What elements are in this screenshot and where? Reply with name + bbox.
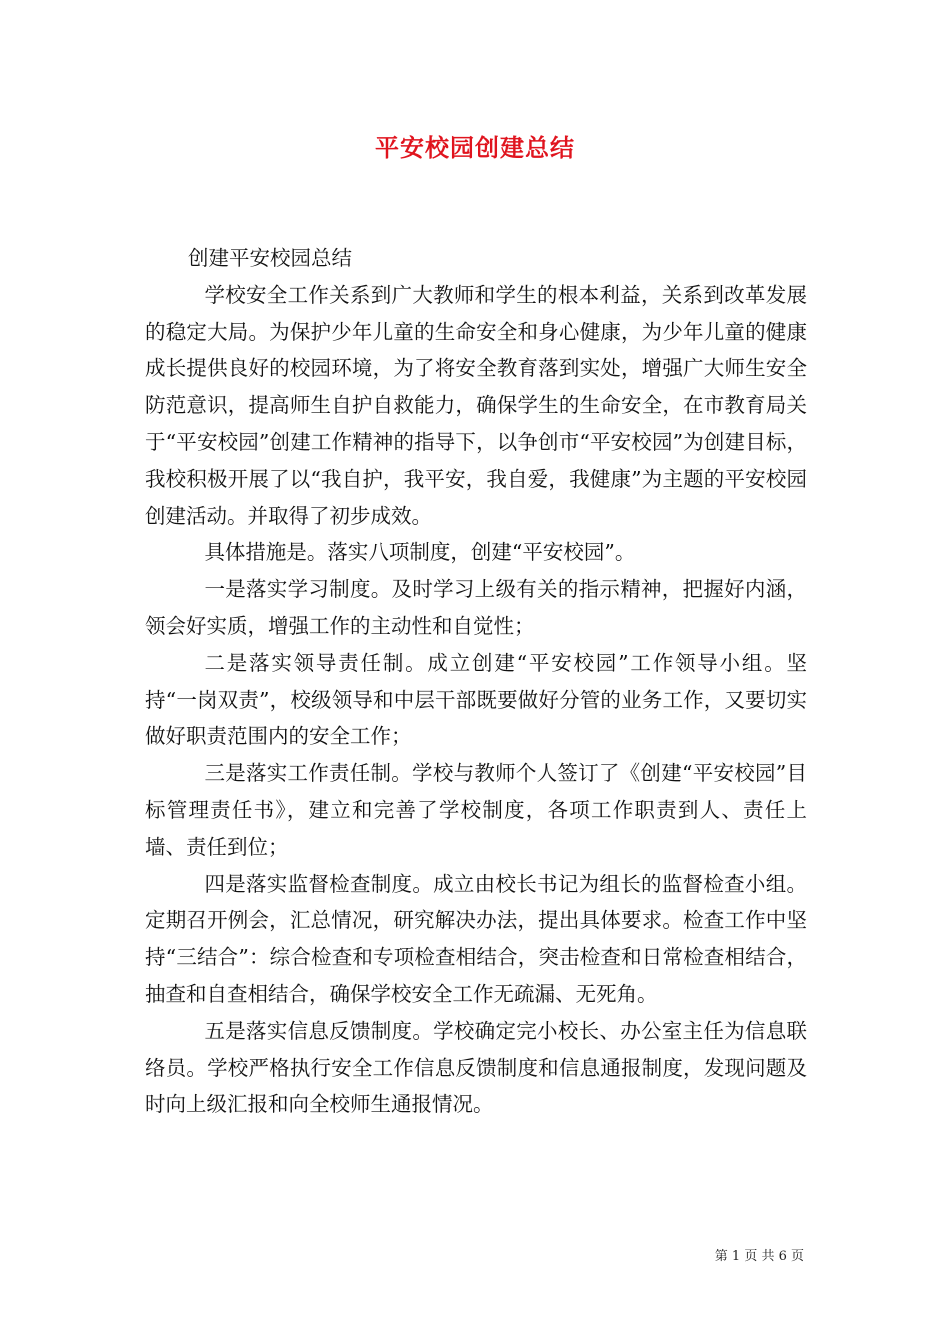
paragraph-leadership-responsibility: 二是落实领导责任制。成立创建“平安校园”工作领导小组。坚持“一岗双责”，校级领导和中层干部既要做好分管的业务工作，又要切实做好职责范围内的安全工作； [145,650,807,749]
paragraph-information-feedback: 五是落实信息反馈制度。学校确定完小校长、办公室主任为信息联络员。学校严格执行安全工作信息反馈制度和信息通报制度，发现问题及时向上级汇报和向全校师生通报情况。 [145,1018,807,1117]
page-number: 第 1 页 共 6 页 [714,1249,804,1264]
paragraph-work-responsibility: 三是落实工作责任制。学校与教师个人签订了《创建“平安校园”目标管理责任书》，建立和完善了学校制度，各项工作职责到人、责任上墙、责任到位； [145,761,807,859]
paragraph-supervision-inspection: 四是落实监督检查制度。成立由校长书记为组长的监督检查小组。定期召开例会，汇总情况，研究解决办法，提出具体要求。检查工作中坚持“三结合”：综合检查和专项检查相结合，突击检查和日常检查相结合，抽查和自查相结合，确保学校安全工作无疏漏、无死角。 [145,871,807,1006]
document-subtitle: 创建平安校园总结 [188,246,353,270]
document-body [145,240,807,1123]
document-title: 平安校园创建总结 [375,133,575,162]
paragraph-intro: 学校安全工作关系到广大教师和学生的根本利益，关系到改革发展的稳定大局。为保护少年儿童的生命安全和身心健康，为少年儿童的健康成长提供良好的校园环境，为了将安全教育落到实处，增强广大师生安全防范意识，提高师生自护自救能力，确保学生的生命安全，在市教育局关于“平安校园”创建工作精神的指导下，以争创市“平安校园”为创建目标，我校积极开展了以“我自护，我平安，我自爱，我健康”为主题的平安校园创建活动。并取得了初步成效。 [145,282,807,528]
paragraph-measures: 具体措施是。落实八项制度，创建“平安校园”。 [204,540,636,565]
paragraph-study-system: 一是落实学习制度。及时学习上级有关的指示精神，把握好内涵，领会好实质，增强工作的主动性和自觉性； [145,577,807,638]
